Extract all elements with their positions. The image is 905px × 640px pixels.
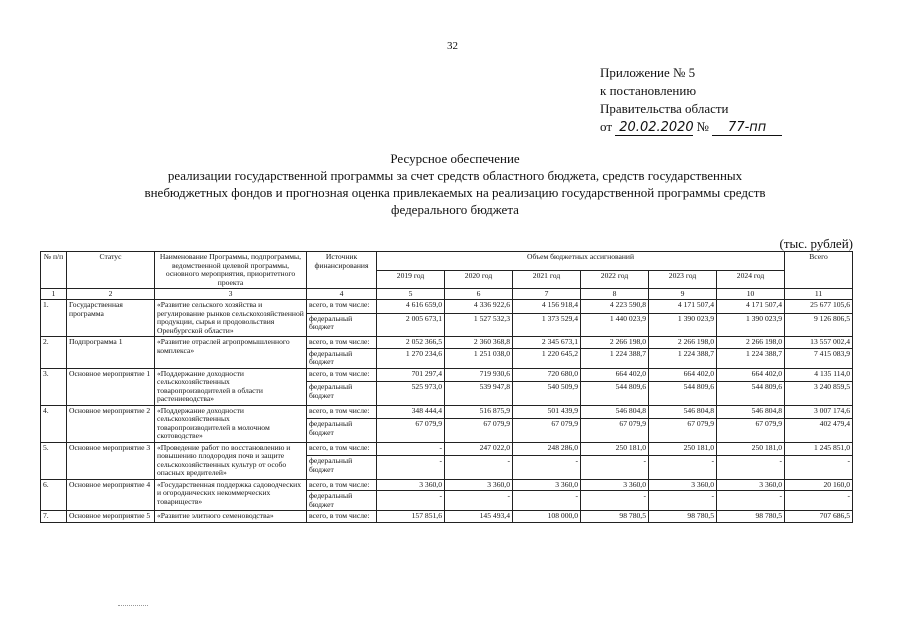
header-2023: 2023 год bbox=[649, 270, 717, 289]
appendix-block bbox=[600, 64, 782, 136]
cell-value: 3 360,0 bbox=[445, 479, 513, 491]
cell-value: 67 079,9 bbox=[581, 419, 649, 443]
row-status: Подпрограмма 1 bbox=[67, 337, 155, 369]
row-num: 5. bbox=[41, 442, 67, 479]
cell-value: 546 804,8 bbox=[717, 405, 785, 419]
cell-total: 7 415 083,9 bbox=[785, 348, 853, 368]
header-volume: Объем бюджетных ассигнований bbox=[377, 252, 785, 271]
table-row bbox=[41, 405, 853, 419]
appendix-line-1: Приложение № 5 bbox=[600, 65, 696, 80]
row-source: всего, в том числе: bbox=[307, 368, 377, 382]
row-source: всего, в том числе: bbox=[307, 337, 377, 349]
cell-total: 13 557 002,4 bbox=[785, 337, 853, 349]
header-2022: 2022 год bbox=[581, 270, 649, 289]
cell-value: - bbox=[513, 491, 581, 511]
cell-value: 1 224 388,7 bbox=[717, 348, 785, 368]
cell-value: 1 224 388,7 bbox=[649, 348, 717, 368]
cell-value: 2 360 368,8 bbox=[445, 337, 513, 349]
cell-value: - bbox=[377, 491, 445, 511]
cell-value: 4 156 918,4 bbox=[513, 300, 581, 314]
header-2021: 2021 год bbox=[513, 270, 581, 289]
row-num: 6. bbox=[41, 479, 67, 511]
cell-value: 4 171 507,4 bbox=[649, 300, 717, 314]
appendix-line-2: к постановлению bbox=[600, 83, 697, 98]
row-source: федеральный бюджет bbox=[307, 382, 377, 406]
header-status: Статус bbox=[67, 252, 155, 289]
cell-value: 1 251 038,0 bbox=[445, 348, 513, 368]
cell-value: - bbox=[445, 456, 513, 480]
cell-value: 250 181,0 bbox=[649, 442, 717, 456]
cell-value: - bbox=[377, 442, 445, 456]
units-label: (тыс. рублей) bbox=[779, 236, 853, 251]
row-status: Государственная программа bbox=[67, 300, 155, 337]
from-prefix: от bbox=[600, 119, 613, 134]
table-row bbox=[41, 479, 853, 491]
cell-value: 3 360,0 bbox=[717, 479, 785, 491]
cell-value: 1 527 532,3 bbox=[445, 313, 513, 337]
cell-total: 25 677 105,6 bbox=[785, 300, 853, 314]
row-source: всего, в том числе: bbox=[307, 479, 377, 491]
cell-value: 4 223 590,8 bbox=[581, 300, 649, 314]
cell-value: 98 780,5 bbox=[581, 511, 649, 523]
col-index: 2 bbox=[67, 289, 155, 300]
appendix-date-line bbox=[600, 118, 782, 136]
cell-value: 1 390 023,9 bbox=[717, 313, 785, 337]
cell-value: 108 000,0 bbox=[513, 511, 581, 523]
col-index: 11 bbox=[785, 289, 853, 300]
row-source: всего, в том числе: bbox=[307, 300, 377, 314]
row-name: «Развитие элитного семеноводства» bbox=[155, 511, 307, 523]
cell-value: 1 390 023,9 bbox=[649, 313, 717, 337]
cell-value: 2 266 198,0 bbox=[581, 337, 649, 349]
cell-value: 1 224 388,7 bbox=[581, 348, 649, 368]
cell-total: - bbox=[785, 491, 853, 511]
header-name: Наименование Программы, подпрограммы, ведомственной целевой программы, основного мероприятия, приоритетного проекта bbox=[155, 252, 307, 289]
cell-total: 402 479,4 bbox=[785, 419, 853, 443]
cell-value: 525 973,0 bbox=[377, 382, 445, 406]
header-2024: 2024 год bbox=[717, 270, 785, 289]
cell-total: 707 686,5 bbox=[785, 511, 853, 523]
cell-value: 1 270 234,6 bbox=[377, 348, 445, 368]
number-prefix: № bbox=[696, 119, 709, 134]
table-row bbox=[41, 442, 853, 456]
table-row bbox=[41, 337, 853, 349]
cell-value: 2 266 198,0 bbox=[649, 337, 717, 349]
row-num: 7. bbox=[41, 511, 67, 523]
cell-value: 720 680,0 bbox=[513, 368, 581, 382]
cell-total: 4 135 114,0 bbox=[785, 368, 853, 382]
row-source: федеральный бюджет bbox=[307, 348, 377, 368]
row-source: всего, в том числе: bbox=[307, 405, 377, 419]
cell-value: 3 360,0 bbox=[377, 479, 445, 491]
handwritten-number: 77-пп bbox=[712, 121, 782, 136]
cell-value: 546 804,8 bbox=[581, 405, 649, 419]
cell-value: 348 444,4 bbox=[377, 405, 445, 419]
col-index: 4 bbox=[307, 289, 377, 300]
row-status: Основное мероприятие 4 bbox=[67, 479, 155, 511]
scan-artifact bbox=[118, 605, 148, 608]
cell-total: 9 126 806,5 bbox=[785, 313, 853, 337]
cell-value: 719 930,6 bbox=[445, 368, 513, 382]
row-status: Основное мероприятие 5 bbox=[67, 511, 155, 523]
col-index: 9 bbox=[649, 289, 717, 300]
row-source: всего, в том числе: bbox=[307, 442, 377, 456]
cell-value: 2 345 673,1 bbox=[513, 337, 581, 349]
cell-value: - bbox=[649, 491, 717, 511]
col-index: 6 bbox=[445, 289, 513, 300]
cell-value: 2 266 198,0 bbox=[717, 337, 785, 349]
cell-total: 3 007 174,6 bbox=[785, 405, 853, 419]
cell-value: 546 804,8 bbox=[649, 405, 717, 419]
page-number: 32 bbox=[447, 40, 458, 52]
cell-value: - bbox=[513, 456, 581, 480]
header-source: Источник финансирования bbox=[307, 252, 377, 289]
col-index: 8 bbox=[581, 289, 649, 300]
cell-value: 4 336 922,6 bbox=[445, 300, 513, 314]
cell-value: 501 439,9 bbox=[513, 405, 581, 419]
cell-value: 247 022,0 bbox=[445, 442, 513, 456]
cell-value: - bbox=[445, 491, 513, 511]
cell-total: - bbox=[785, 456, 853, 480]
cell-value: 664 402,0 bbox=[717, 368, 785, 382]
col-index: 5 bbox=[377, 289, 445, 300]
row-name: «Развитие сельского хозяйства и регулирование рынков сельскохозяйственной продукции, сырья и продовольствия Оренбургской области» bbox=[155, 300, 307, 337]
row-source: всего, в том числе: bbox=[307, 511, 377, 523]
cell-value: - bbox=[377, 456, 445, 480]
cell-value: - bbox=[581, 491, 649, 511]
cell-value: - bbox=[581, 456, 649, 480]
row-status: Основное мероприятие 3 bbox=[67, 442, 155, 479]
table-row bbox=[41, 511, 853, 523]
row-source: федеральный бюджет bbox=[307, 419, 377, 443]
cell-value: 540 509,9 bbox=[513, 382, 581, 406]
cell-total: 20 160,0 bbox=[785, 479, 853, 491]
cell-value: - bbox=[717, 456, 785, 480]
cell-value: 701 297,4 bbox=[377, 368, 445, 382]
cell-value: 98 780,5 bbox=[649, 511, 717, 523]
cell-total: 3 240 859,5 bbox=[785, 382, 853, 406]
header-total: Всего bbox=[785, 252, 853, 289]
row-source: федеральный бюджет bbox=[307, 313, 377, 337]
cell-value: 1 220 645,2 bbox=[513, 348, 581, 368]
row-status: Основное мероприятие 2 bbox=[67, 405, 155, 442]
cell-value: - bbox=[649, 456, 717, 480]
cell-value: 157 851,6 bbox=[377, 511, 445, 523]
row-num: 2. bbox=[41, 337, 67, 369]
row-name: «Развитие отраслей агропромышленного комплекса» bbox=[155, 337, 307, 369]
cell-value: 67 079,9 bbox=[513, 419, 581, 443]
handwritten-date: 20.02.2020 bbox=[615, 121, 693, 136]
col-index: 3 bbox=[155, 289, 307, 300]
col-index: 7 bbox=[513, 289, 581, 300]
row-name: «Государственная поддержка садоводческих и огороднических некоммерческих товариществ» bbox=[155, 479, 307, 511]
cell-value: 3 360,0 bbox=[513, 479, 581, 491]
document-title bbox=[60, 150, 850, 218]
cell-value: 4 616 659,0 bbox=[377, 300, 445, 314]
cell-value: - bbox=[717, 491, 785, 511]
col-index: 1 bbox=[41, 289, 67, 300]
row-name: «Поддержание доходности сельскохозяйственных товаропроизводителей в области растениеводства» bbox=[155, 368, 307, 405]
row-source: федеральный бюджет bbox=[307, 456, 377, 480]
cell-value: 2 005 673,1 bbox=[377, 313, 445, 337]
cell-value: 250 181,0 bbox=[581, 442, 649, 456]
cell-value: 544 809,6 bbox=[717, 382, 785, 406]
appendix-line-3: Правительства области bbox=[600, 101, 729, 116]
cell-value: 98 780,5 bbox=[717, 511, 785, 523]
cell-total: 1 245 851,0 bbox=[785, 442, 853, 456]
cell-value: 4 171 507,4 bbox=[717, 300, 785, 314]
row-name: «Проведение работ по восстановлению и повышению плодородия почв и защите сельскохозяйственных культур от особо опасных вредителей» bbox=[155, 442, 307, 479]
cell-value: 67 079,9 bbox=[649, 419, 717, 443]
cell-value: 544 809,6 bbox=[581, 382, 649, 406]
cell-value: 1 373 529,4 bbox=[513, 313, 581, 337]
cell-value: 67 079,9 bbox=[717, 419, 785, 443]
cell-value: 67 079,9 bbox=[377, 419, 445, 443]
title-line-2: реализации государственной программы за счет средств областного бюджета, средств государственных bbox=[167, 168, 743, 183]
cell-value: 67 079,9 bbox=[445, 419, 513, 443]
row-num: 3. bbox=[41, 368, 67, 405]
cell-value: 539 947,8 bbox=[445, 382, 513, 406]
header-2020: 2020 год bbox=[445, 270, 513, 289]
cell-value: 664 402,0 bbox=[581, 368, 649, 382]
title-line-1: Ресурсное обеспечение bbox=[390, 151, 520, 166]
cell-value: 664 402,0 bbox=[649, 368, 717, 382]
title-line-3: внебюджетных фондов и прогнозная оценка привлекаемых на реализацию государственной программы средств bbox=[144, 185, 766, 200]
title-line-4: федерального бюджета bbox=[391, 202, 519, 217]
cell-value: 145 493,4 bbox=[445, 511, 513, 523]
cell-value: 3 360,0 bbox=[649, 479, 717, 491]
cell-value: 544 809,6 bbox=[649, 382, 717, 406]
row-source: федеральный бюджет bbox=[307, 491, 377, 511]
column-index-row bbox=[41, 289, 853, 300]
cell-value: 250 181,0 bbox=[717, 442, 785, 456]
cell-value: 2 052 366,5 bbox=[377, 337, 445, 349]
cell-value: 248 286,0 bbox=[513, 442, 581, 456]
row-name: «Поддержание доходности сельскохозяйственных товаропроизводителей в молочном скотоводстве» bbox=[155, 405, 307, 442]
col-index: 10 bbox=[717, 289, 785, 300]
row-num: 4. bbox=[41, 405, 67, 442]
table-row bbox=[41, 368, 853, 382]
cell-value: 3 360,0 bbox=[581, 479, 649, 491]
row-status: Основное мероприятие 1 bbox=[67, 368, 155, 405]
row-num: 1. bbox=[41, 300, 67, 337]
header-2019: 2019 год bbox=[377, 270, 445, 289]
header-num: № п/п bbox=[41, 252, 67, 289]
table-row bbox=[41, 300, 853, 314]
cell-value: 516 875,9 bbox=[445, 405, 513, 419]
cell-value: 1 440 023,9 bbox=[581, 313, 649, 337]
resource-table bbox=[40, 251, 853, 523]
